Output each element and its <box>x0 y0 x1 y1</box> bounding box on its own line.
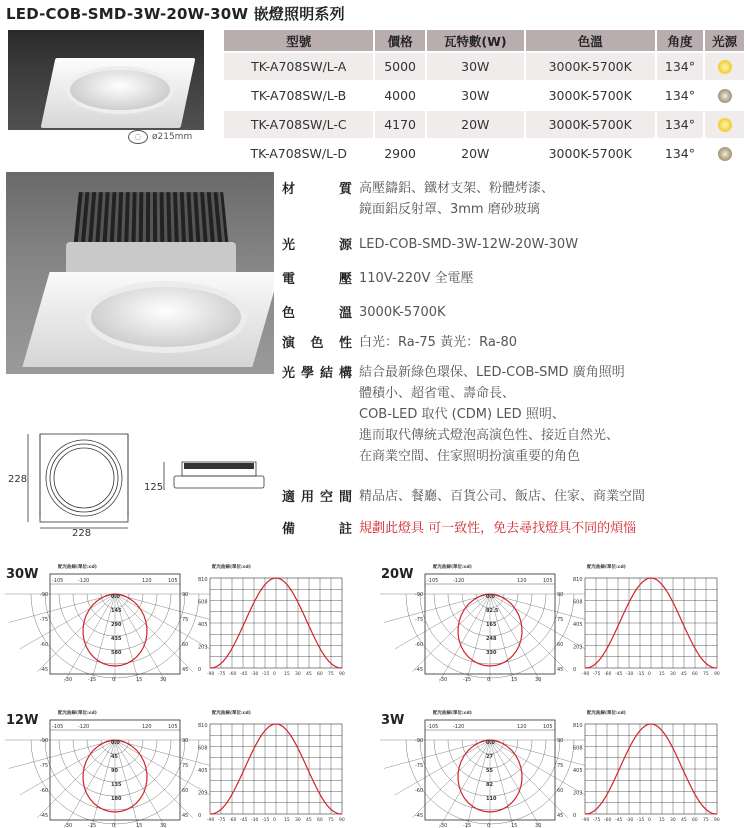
polar-value: 580 <box>111 650 122 656</box>
x-tick: -15 <box>637 818 645 823</box>
cell-model: TK-A708SW/L-C <box>224 111 373 138</box>
x-tick: 45 <box>681 818 687 823</box>
x-tick: -15 <box>637 672 645 677</box>
y-tick: 405 <box>573 622 583 628</box>
polar-angle-left: -45 <box>40 813 49 819</box>
y-tick: 203 <box>573 644 583 651</box>
polar-value: 145 <box>111 608 122 614</box>
polar-angle-top: -105 <box>427 724 439 730</box>
x-tick: 45 <box>306 818 312 823</box>
polar-angle-left: -90 <box>415 738 424 744</box>
spec-value: 精品店、餐廳、百貨公司、飯店、住家、商業空間 <box>359 489 646 504</box>
cell-cct: 3000K-5700K <box>526 140 655 167</box>
polar-angle-bottom: -30 <box>439 677 448 682</box>
polar-value: 0.0 <box>111 740 120 746</box>
x-tick: 75 <box>703 818 709 823</box>
polar-angle-left: -45 <box>40 667 49 673</box>
x-tick: -60 <box>604 818 612 823</box>
wattage-label: 3W <box>381 713 405 728</box>
page-title: LED-COB-SMD-3W-20W-30W 嵌燈照明系列 <box>6 5 345 23</box>
spec-value: LED-COB-SMD-3W-12W-20W-30W <box>359 237 579 252</box>
polar-angle-top: -120 <box>453 724 465 730</box>
polar-value: 82.5 <box>486 608 499 614</box>
polar-title: 配光曲線(單位:cd) <box>433 565 472 570</box>
x-tick: -45 <box>240 672 248 677</box>
spec-value: 規劃此燈具 可一致性，免去尋找燈具不同的煩惱 <box>359 521 637 536</box>
wattage-label: 20W <box>381 567 414 582</box>
x-tick: -45 <box>615 672 623 677</box>
x-tick: 15 <box>284 818 290 823</box>
polar-angle-left: -45 <box>415 813 424 819</box>
polar-angle-bottom: 30 <box>535 677 542 682</box>
dim-height: 228 <box>8 474 28 485</box>
col-header: 色溫 <box>526 30 655 51</box>
spec-label: 演色性 <box>282 336 352 351</box>
polar-angle-top: 105 <box>168 578 178 584</box>
polar-angle-top: -120 <box>78 578 90 584</box>
polar-angle-left: -60 <box>415 642 424 648</box>
wattage-label: 30W <box>6 567 39 582</box>
cutout-label: ø215mm <box>152 132 193 142</box>
x-tick: 60 <box>317 818 323 823</box>
x-tick: -45 <box>240 818 248 823</box>
y-tick: 0 <box>198 813 202 819</box>
cell-price: 4000 <box>375 82 424 109</box>
polar-angle-bottom: 30 <box>160 823 167 828</box>
x-tick: 0 <box>273 672 276 677</box>
y-tick: 810 <box>573 723 583 729</box>
x-tick: -60 <box>229 818 237 823</box>
polar-angle-bottom: 15 <box>511 823 518 828</box>
polar-angle-right: 60 <box>182 642 189 648</box>
x-tick: -75 <box>218 672 226 677</box>
cell-model: TK-A708SW/L-A <box>224 53 373 80</box>
y-tick: 608 <box>198 599 208 606</box>
polar-angle-right: 75 <box>557 617 564 623</box>
dimension-drawing <box>0 430 290 540</box>
x-tick: 60 <box>692 672 698 677</box>
cell-watt: 20W <box>427 111 524 138</box>
polar-value: 90 <box>111 768 118 774</box>
polar-value: 180 <box>111 796 122 802</box>
polar-angle-bottom: -30 <box>439 823 448 828</box>
polar-angle-right: 75 <box>557 763 564 769</box>
col-header: 光源 <box>705 30 744 51</box>
x-tick: -90 <box>582 672 590 677</box>
x-tick: 45 <box>306 672 312 677</box>
cell-model: TK-A708SW/L-B <box>224 82 373 109</box>
x-tick: -60 <box>604 672 612 677</box>
x-tick: 15 <box>659 672 665 677</box>
polar-value: 135 <box>111 782 122 788</box>
spec-label: 電壓 <box>282 272 352 287</box>
y-tick: 0 <box>573 813 577 819</box>
y-tick: 203 <box>573 790 583 797</box>
polar-angle-right: 90 <box>557 592 564 598</box>
cutout-size <box>128 130 192 144</box>
polar-value: 110 <box>486 796 497 802</box>
chart-group <box>0 708 375 828</box>
polar-angle-top: -120 <box>453 578 465 584</box>
spec-label: 光源 <box>282 238 352 253</box>
polar-angle-bottom: 0 <box>112 823 116 828</box>
spec-value: 白光：Ra-75 黃光：Ra-80 <box>359 335 518 350</box>
spec-value: 結合最新綠色環保、LED-COB-SMD 廣角照明 體積小、超省電、壽命長、 COB-LED 取代 (CDM) LED 照明、 進而取代傳統式燈泡高演色性、接近自然光、 在商業空間、住家照明扮演重要的角色 <box>359 365 625 464</box>
polar-angle-bottom: 0 <box>487 823 491 828</box>
spec-label: 色溫 <box>282 306 352 321</box>
polar-angle-top: 120 <box>142 578 152 584</box>
x-tick: -30 <box>251 672 259 677</box>
polar-value: 290 <box>111 622 122 628</box>
y-tick: 810 <box>198 577 208 583</box>
polar-angle-top: -105 <box>427 578 439 584</box>
polar-angle-top: -105 <box>52 724 64 730</box>
polar-value: 330 <box>486 650 497 656</box>
x-tick: 30 <box>295 818 301 823</box>
cell-price: 2900 <box>375 140 424 167</box>
x-tick: -75 <box>593 672 601 677</box>
cell-cct: 3000K-5700K <box>526 53 655 80</box>
polar-angle-right: 45 <box>182 813 189 819</box>
polar-angle-right: 90 <box>182 738 189 744</box>
polar-angle-top: -105 <box>52 578 64 584</box>
polar-angle-bottom: -30 <box>64 823 73 828</box>
polar-angle-right: 75 <box>182 617 189 623</box>
y-tick: 405 <box>198 768 208 774</box>
x-tick: -30 <box>626 818 634 823</box>
polar-angle-bottom: 15 <box>136 823 143 828</box>
x-tick: 30 <box>670 672 676 677</box>
spec-label: 適用空間 <box>282 490 352 505</box>
polar-angle-top: 105 <box>543 724 553 730</box>
polar-value: 0.0 <box>111 594 120 600</box>
table-row <box>224 82 744 109</box>
x-tick: -15 <box>262 672 270 677</box>
polar-angle-top: 105 <box>168 724 178 730</box>
light-source-icon <box>718 60 732 74</box>
polar-angle-left: -60 <box>40 788 49 794</box>
polar-angle-bottom: 15 <box>511 677 518 682</box>
polar-angle-bottom: 30 <box>160 677 167 682</box>
polar-value: 45 <box>111 754 118 760</box>
polar-angle-right: 90 <box>557 738 564 744</box>
cutout-icon: ◌ <box>128 130 148 144</box>
line-title: 配光曲線(單位:cd) <box>587 565 626 570</box>
x-tick: 90 <box>714 672 720 677</box>
x-tick: 75 <box>328 818 334 823</box>
polar-angle-left: -90 <box>415 592 424 598</box>
polar-angle-right: 45 <box>182 667 189 673</box>
polar-value: 27 <box>486 754 493 760</box>
wattage-label: 12W <box>6 713 39 728</box>
spec-value: 3000K-5700K <box>359 305 446 320</box>
x-tick: -60 <box>229 672 237 677</box>
x-tick: 45 <box>681 672 687 677</box>
cell-angle: 134° <box>657 111 704 138</box>
polar-angle-left: -60 <box>40 642 49 648</box>
y-tick: 405 <box>573 768 583 774</box>
dim-depth: 125 <box>144 482 164 493</box>
spec-table <box>222 28 746 169</box>
polar-angle-top: 120 <box>142 724 152 730</box>
polar-angle-right: 90 <box>182 592 189 598</box>
polar-angle-bottom: 0 <box>487 677 491 682</box>
x-tick: 0 <box>648 672 651 677</box>
polar-angle-left: -60 <box>415 788 424 794</box>
x-tick: -90 <box>207 672 215 677</box>
cell-price: 4170 <box>375 111 424 138</box>
x-tick: 60 <box>692 818 698 823</box>
y-tick: 810 <box>198 723 208 729</box>
y-tick: 203 <box>198 644 208 651</box>
table-row <box>224 111 744 138</box>
chart-group <box>0 562 375 682</box>
y-tick: 0 <box>198 667 202 673</box>
dim-width: 228 <box>72 528 92 539</box>
polar-value: 55 <box>486 768 493 774</box>
light-source-icon <box>718 147 732 161</box>
table-row <box>224 53 744 80</box>
y-tick: 203 <box>198 790 208 797</box>
cell-watt: 20W <box>427 140 524 167</box>
x-tick: 15 <box>284 672 290 677</box>
polar-angle-top: -120 <box>78 724 90 730</box>
polar-title: 配光曲線(單位:cd) <box>433 711 472 716</box>
polar-angle-left: -90 <box>40 592 49 598</box>
spec-value: 110V-220V 全電壓 <box>359 271 474 286</box>
spec-label: 備註 <box>282 522 352 537</box>
col-header: 角度 <box>657 30 704 51</box>
polar-angle-top: 120 <box>517 724 527 730</box>
x-tick: 90 <box>339 818 345 823</box>
spec-label: 光學結構 <box>282 366 352 381</box>
polar-value: 82 <box>486 782 493 788</box>
cell-price: 5000 <box>375 53 424 80</box>
light-source-icon <box>718 89 732 103</box>
y-tick: 608 <box>573 599 583 606</box>
cell-watt: 30W <box>427 53 524 80</box>
line-title: 配光曲線(單位:cd) <box>212 565 251 570</box>
polar-angle-top: 105 <box>543 578 553 584</box>
chart-group <box>375 562 750 682</box>
polar-angle-left: -75 <box>40 763 49 769</box>
y-tick: 810 <box>573 577 583 583</box>
col-header: 型號 <box>224 30 373 51</box>
x-tick: -75 <box>593 818 601 823</box>
polar-angle-bottom: -15 <box>88 823 97 828</box>
x-tick: -30 <box>251 818 259 823</box>
cell-watt: 30W <box>427 82 524 109</box>
x-tick: -90 <box>207 818 215 823</box>
polar-angle-bottom: -15 <box>88 677 97 682</box>
polar-value: 435 <box>111 636 122 642</box>
polar-angle-bottom: 15 <box>136 677 143 682</box>
polar-angle-left: -75 <box>40 617 49 623</box>
polar-angle-left: -75 <box>415 617 424 623</box>
polar-angle-right: 45 <box>557 667 564 673</box>
polar-angle-bottom: 0 <box>112 677 116 682</box>
polar-value: 165 <box>486 622 497 628</box>
polar-value: 0.0 <box>486 740 495 746</box>
cell-angle: 134° <box>657 140 704 167</box>
cell-cct: 3000K-5700K <box>526 82 655 109</box>
x-tick: 0 <box>273 818 276 823</box>
cell-model: TK-A708SW/L-D <box>224 140 373 167</box>
x-tick: 75 <box>328 672 334 677</box>
y-tick: 0 <box>573 667 577 673</box>
line-title: 配光曲線(單位:cd) <box>587 711 626 716</box>
y-tick: 405 <box>198 622 208 628</box>
polar-value: 0.0 <box>486 594 495 600</box>
product-thumbnail <box>8 30 204 130</box>
x-tick: 15 <box>659 818 665 823</box>
polar-angle-right: 60 <box>557 642 564 648</box>
polar-angle-right: 60 <box>557 788 564 794</box>
x-tick: 90 <box>339 672 345 677</box>
x-tick: 60 <box>317 672 323 677</box>
cell-angle: 134° <box>657 82 704 109</box>
chart-group <box>375 708 750 828</box>
polar-title: 配光曲線(單位:cd) <box>58 711 97 716</box>
col-header: 瓦特數(W) <box>427 30 524 51</box>
polar-angle-bottom: -15 <box>463 823 472 828</box>
x-tick: 75 <box>703 672 709 677</box>
x-tick: 0 <box>648 818 651 823</box>
light-source-icon <box>718 118 732 132</box>
product-photo <box>6 172 274 374</box>
polar-angle-bottom: -15 <box>463 677 472 682</box>
table-row <box>224 140 744 167</box>
polar-angle-right: 60 <box>182 788 189 794</box>
cell-cct: 3000K-5700K <box>526 111 655 138</box>
polar-angle-right: 45 <box>557 813 564 819</box>
line-title: 配光曲線(單位:cd) <box>212 711 251 716</box>
polar-angle-left: -75 <box>415 763 424 769</box>
cell-angle: 134° <box>657 53 704 80</box>
polar-title: 配光曲線(單位:cd) <box>58 565 97 570</box>
polar-value: 248 <box>486 636 497 642</box>
polar-angle-top: 120 <box>517 578 527 584</box>
x-tick: -45 <box>615 818 623 823</box>
polar-angle-bottom: 30 <box>535 823 542 828</box>
x-tick: -75 <box>218 818 226 823</box>
x-tick: 90 <box>714 818 720 823</box>
x-tick: 30 <box>670 818 676 823</box>
spec-label: 材質 <box>282 182 352 197</box>
x-tick: -30 <box>626 672 634 677</box>
x-tick: -90 <box>582 818 590 823</box>
col-header: 價格 <box>375 30 424 51</box>
polar-angle-right: 75 <box>182 763 189 769</box>
polar-angle-bottom: -30 <box>64 677 73 682</box>
polar-angle-left: -90 <box>40 738 49 744</box>
y-tick: 608 <box>198 745 208 752</box>
x-tick: -15 <box>262 818 270 823</box>
x-tick: 30 <box>295 672 301 677</box>
polar-angle-left: -45 <box>415 667 424 673</box>
y-tick: 608 <box>573 745 583 752</box>
spec-value: 高壓鑄鋁、鐵材支架、粉體烤漆、 鏡面鋁反射罩、3mm 磨砂玻璃 <box>359 181 555 217</box>
